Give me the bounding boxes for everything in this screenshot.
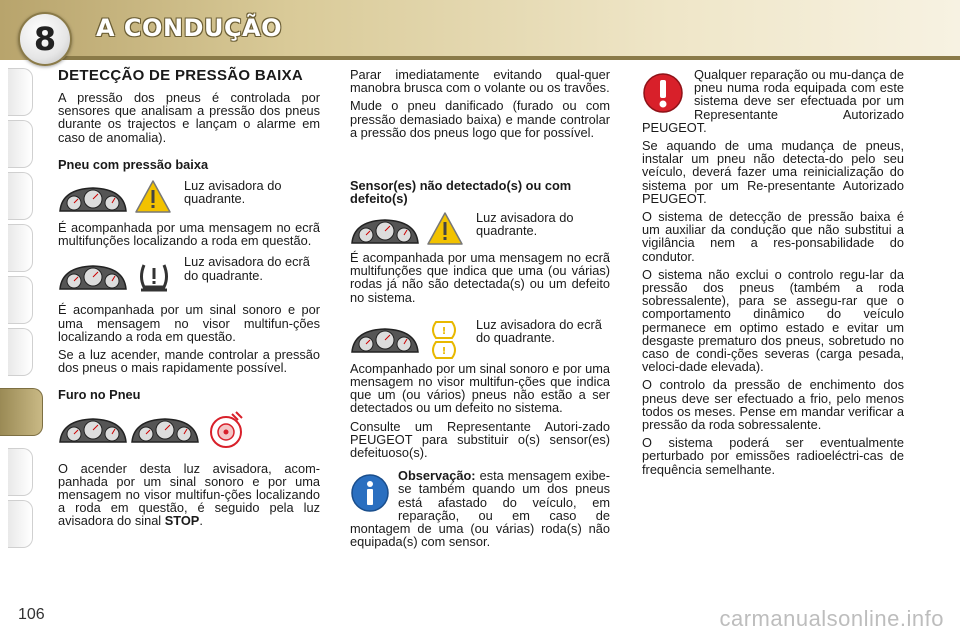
column-2 [350,68,610,553]
observation-label: Observação: [398,468,476,484]
chapter-tab-10[interactable] [8,500,33,548]
chapter-tabs [0,68,36,588]
svg-text:!: ! [441,325,447,337]
column-1 [58,68,320,533]
instrument-cluster-icon [58,185,128,215]
svg-text:!: ! [441,345,447,357]
chapter-tab-2[interactable] [8,120,33,168]
figure-row-2 [58,255,320,303]
subheading-low-pressure: Pneu com pressão baixa [58,156,209,172]
stop-warning-icon [642,72,684,114]
observation-body: esta mensagem exibe-se também quando um dos pneus está afastado do veículo, em reparação, ou em caso de montagem de uma (ou várias) roda(s) não equipada(s) com sensor. [350,468,610,550]
stop-label: STOP [164,513,200,529]
paragraph-reinitialisation: Se aquando de uma mudança de pneus, instalar um pneu não detecta-do pelo seu veículo, deverá fazer uma reinicialização do sistema por um Re-presentante Autorizado PEUGEOT. [642,138,904,206]
paragraph-sensor-sound: Acompanhado por um sinal sonoro e por uma mensagem no visor multifun-ções que indica que um (ou vários) pneus não estão a ser detectados ou um defeito no sistema. [350,360,610,416]
instrument-cluster-icon [130,416,200,446]
paragraph-regular-control: O sistema não exclui o controlo regu-lar da pressão dos pneus (também a roda sobressalente), para se assegu-rar que o comportamento dinâmico do veículo permanece em optimo estado e evitar um desgaste prematuro dos pneus, sobretudo no caso de condi-ções severas (carga pesada, veloci-dade elevada). [642,266,904,375]
figure-row-1 [58,179,320,221]
chapter-tab-6[interactable] [8,328,33,376]
paragraph-consult-peugeot: Consulte um Representante Autori-zado PEUGEOT para substituir o(s) sensor(es) defeituoso(s). [350,418,610,461]
instrument-cluster-icon [350,217,420,247]
chapter-tab-5[interactable] [8,276,33,324]
tpms-sensor-icon [426,318,462,364]
paragraph-repair-warning: Qualquer reparação ou mu-dança de pneu numa roda equipada com este sistema deve ser efectuada por um Representante Autorizado PEUGEOT. [642,67,904,135]
intro-paragraph: A pressão dos pneus é controlada por sensores que analisam a pressão dos pneus durante os trajectos e lançam o alarme em caso de anomalia). [58,90,320,145]
figure-row-3 [58,410,320,458]
paragraph-driver-aid: O sistema de detecção de pressão baixa é um auxiliar da condução que não substitui a vigilância nem a res-ponsabilidade do condutor. [642,209,904,264]
paragraph-radio-interference: O sistema poderá ser eventualmente perturbado por emissões radioeléctri-cas de frequência semelhante. [642,435,904,477]
paragraph-sound-signal: É acompanhada por um sinal sonoro e por uma mensagem no visor multifun-ções localizando a roda em questão. [58,302,320,344]
paragraph-check-pressure: Se a luz acender, mande controlar a pressão dos pneus o mais rapidamente possível. [58,347,320,376]
subheading-sensor-fault: Sensor(es) não detectado(s) ou com defeito(s) [350,178,572,207]
warning-triangle-icon [134,179,172,215]
paragraph-cold-check: O controlo da pressão de enchimento dos pneus deve ser efectuado a frio, pelo menos todos os meses. Pense em mandar verificar a pressão da roda sobressalente. [642,377,904,433]
chapter-tab-4[interactable] [8,224,33,272]
chapter-tab-9[interactable] [8,448,33,496]
instrument-cluster-icon [58,416,128,446]
figure-row-4 [350,211,610,251]
puncture-text: O acender desta luz avisadora, acom-panhada por um sinal sonoro e por uma mensagem no visor multifun-ções localizando a roda em questão, é seguido pela luz avisadora do sinal [58,460,320,529]
page-number: 106 [18,606,45,623]
subheading-puncture: Furo no Pneu [58,387,141,403]
observation-note [350,469,610,548]
tyre-pressure-warning-icon [136,259,172,295]
chapter-tab-1[interactable] [8,68,33,116]
section-heading: DETECÇÃO DE PRESSÃO BAIXA [58,67,304,84]
instrument-cluster-icon [350,326,420,356]
header-rule [60,56,960,60]
paragraph-wheels-not-detected: É acompanhada por uma mensagem no ecrã multifunções que indica que uma (ou várias) rodas já não são detectada(s) ou um defeito no sistema. [350,250,610,305]
luz-label-1: Luz avisadora do quadrante. [184,178,282,207]
paragraph-message-multifunction: É acompanhada por uma mensagem no ecrã multifunções localizando a roda em questão. [58,220,320,249]
paragraph-puncture-alert [58,462,320,528]
chapter-tab-8-active[interactable] [0,388,43,436]
watermark: carmanualsonline.info [719,606,944,631]
puncture-text-end: . [199,513,203,529]
instrument-cluster-icon [58,263,128,293]
luz-label-4: Luz avisadora do ecrã do quadrante. [476,316,602,346]
tyre-puncture-icon [206,410,246,450]
chapter-title: A CONDUÇÃO [96,14,283,42]
warning-triangle-icon [426,211,464,247]
luz-label-2: Luz avisadora do ecrã do quadrante. [184,254,310,283]
info-icon [350,473,390,513]
chapter-number-badge [18,12,72,66]
paragraph-stop-immediately: Parar imediatamente evitando qual-quer manobra brusca com o volante ou os travões. [350,67,610,96]
paragraph-change-tyre: Mude o pneu danificado (furado ou com pressão demasiado baixa) e mande controlar a pressão dos pneus logo que for possível. [350,98,610,140]
column-3 [642,68,904,481]
chapter-number: 8 [33,20,57,58]
chapter-tab-3[interactable] [8,172,33,220]
luz-label-3: Luz avisadora do quadrante. [476,210,574,239]
